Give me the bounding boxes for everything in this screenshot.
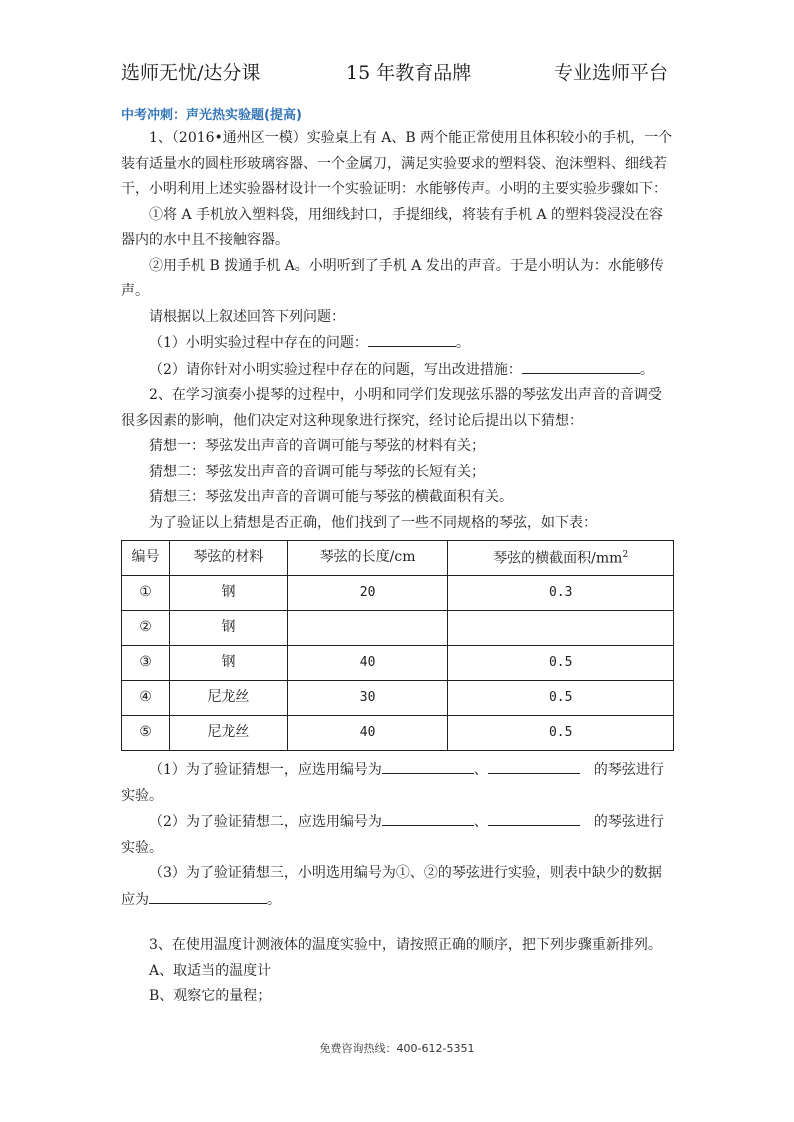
q2-sub1-text: （1）为了验证猜想一，应选用编号为 [149, 762, 382, 778]
cell-number: ① [122, 576, 170, 611]
q1-sub1-text: （1）小明实验过程中存在的问题： [149, 335, 368, 351]
cell-number: ④ [122, 681, 170, 716]
cell-length [287, 611, 448, 646]
col-header-area-sup: 2 [622, 550, 629, 561]
q2-sub1-blank-b[interactable] [488, 757, 580, 774]
table-row [122, 646, 674, 681]
q1-sub2 [121, 357, 674, 384]
col-header-length: 琴弦的长度/cm [287, 541, 448, 576]
table-row [122, 611, 674, 646]
col-header-material: 琴弦的材料 [170, 541, 288, 576]
cell-length: 20 [287, 576, 448, 611]
q2-intro: 2、在学习演奏小提琴的过程中，小明和同学们发现弦乐器的琴弦发出声音的音调受很多因素的影响，他们决定对这种现象进行探究，经讨论后提出以下猜想： [121, 387, 662, 429]
q3-intro: 3、在使用温度计测液体的温度实验中，请按照正确的顺序，把下列步骤重新排列。 [149, 937, 662, 953]
cell-area: 0.5 [448, 716, 674, 751]
table-row [122, 681, 674, 716]
q2-guess2: 猜想二：琴弦发出声音的音调可能与琴弦的长短有关； [149, 463, 485, 480]
cell-material: 尼龙丝 [170, 716, 288, 751]
header-left: 选师无忧/达分课 [121, 62, 261, 84]
cell-area: 0.3 [448, 576, 674, 611]
header-right: 专业选师平台 [554, 62, 669, 84]
footer-hotline: 免费咨询热线：400-612-5351 [319, 1042, 475, 1055]
q2-sub2-sep: 、 [473, 814, 488, 830]
cell-material: 钢 [170, 646, 288, 681]
q1-sub2-end: 。 [639, 361, 654, 378]
q2-guess3: 猜想三：琴弦发出声音的音调可能与琴弦的横截面积有关。 [149, 489, 513, 505]
q2-sub2-blank-b[interactable] [488, 809, 580, 826]
cell-area: 0.5 [448, 681, 674, 716]
cell-area [448, 611, 674, 646]
cell-number: ③ [122, 646, 170, 681]
col-header-area-text: 琴弦的横截面积/mm [493, 551, 623, 568]
q2-sub1-sep: 、 [473, 762, 488, 778]
col-header-area [448, 541, 674, 576]
cell-material: 钢 [170, 576, 288, 611]
q2-sub3-blank[interactable] [149, 887, 267, 904]
q2-sub2-end: 的琴弦进行实验。 [121, 814, 664, 856]
cell-number: ② [122, 611, 170, 646]
cell-length: 40 [287, 716, 448, 751]
q3-option-a: A、取适当的温度计 [149, 962, 272, 979]
cell-area: 0.5 [448, 646, 674, 681]
cell-number: ⑤ [122, 716, 170, 751]
q1-sub1-end: 。 [455, 335, 470, 351]
q1-step1: ①将 A 手机放入塑料袋，用细线封口，手提细线，将装有手机 A 的塑料袋浸没在容器内的水中且不接触容器。 [121, 206, 664, 248]
table-row [122, 576, 674, 611]
table-header-row [122, 541, 674, 576]
q1-step2: ②用手机 B 拨通手机 A。小明听到了手机 A 发出的声音。于是小明认为：水能够传声。 [121, 257, 664, 299]
q2-sub3-text: （3）为了验证猜想三，小明选用编号为①、②的琴弦进行实验，则表中缺少的数据应为 [121, 865, 662, 908]
q1-answer2-blank[interactable] [522, 357, 640, 374]
q2-sub1 [121, 757, 674, 809]
cell-length: 40 [287, 646, 448, 681]
cell-length: 30 [287, 681, 448, 716]
q2-sub1-end: 的琴弦进行实验。 [121, 762, 664, 804]
col-header-number: 编号 [122, 541, 170, 576]
q2-sub3-end: 。 [267, 891, 281, 908]
q3-option-b: B、观察它的量程； [149, 988, 272, 1004]
q1-intro: 1、（2016•通州区一模）实验桌上有 A、B 两个能正常使用且体积较小的手机，一个装有适量水的圆柱形玻璃容器、一个金属刀，满足实验要求的塑料袋、泡沫塑料、细线若干，小明利用上述实验器材设计一个实验证明：水能够传声。小明的主要实验步骤如下： [121, 130, 673, 197]
q2-guess1: 猜想一：琴弦发出声音的音调可能与琴弦的材料有关； [149, 438, 485, 454]
page-header [0, 58, 794, 88]
document-body [121, 126, 674, 1010]
q2-table-intro: 为了验证以上猜想是否正确，他们找到了一些不同规格的琴弦，如下表： [149, 514, 597, 531]
q2-sub2 [121, 809, 674, 861]
string-spec-table [121, 540, 674, 751]
q2-sub1-blank-a[interactable] [382, 757, 474, 774]
spacer [121, 913, 674, 933]
q1-answer1-blank[interactable] [368, 330, 456, 347]
q2-sub2-text: （2）为了验证猜想二，应选用编号为 [149, 814, 382, 830]
q2-sub2-blank-a[interactable] [382, 809, 474, 826]
table-row [122, 716, 674, 751]
section-title: 中考冲刺：声光热实验题(提高) [121, 108, 302, 123]
q2-sub3 [121, 861, 674, 913]
q1-prompt: 请根据以上叙述回答下列问题： [149, 308, 345, 325]
q1-sub1 [121, 330, 674, 357]
header-center: 15 年教育品牌 [346, 62, 472, 84]
cell-material: 尼龙丝 [170, 681, 288, 716]
q1-sub2-text: （2）请你针对小明实验过程中存在的问题，写出改进措施： [149, 361, 522, 378]
cell-material: 钢 [170, 611, 288, 646]
